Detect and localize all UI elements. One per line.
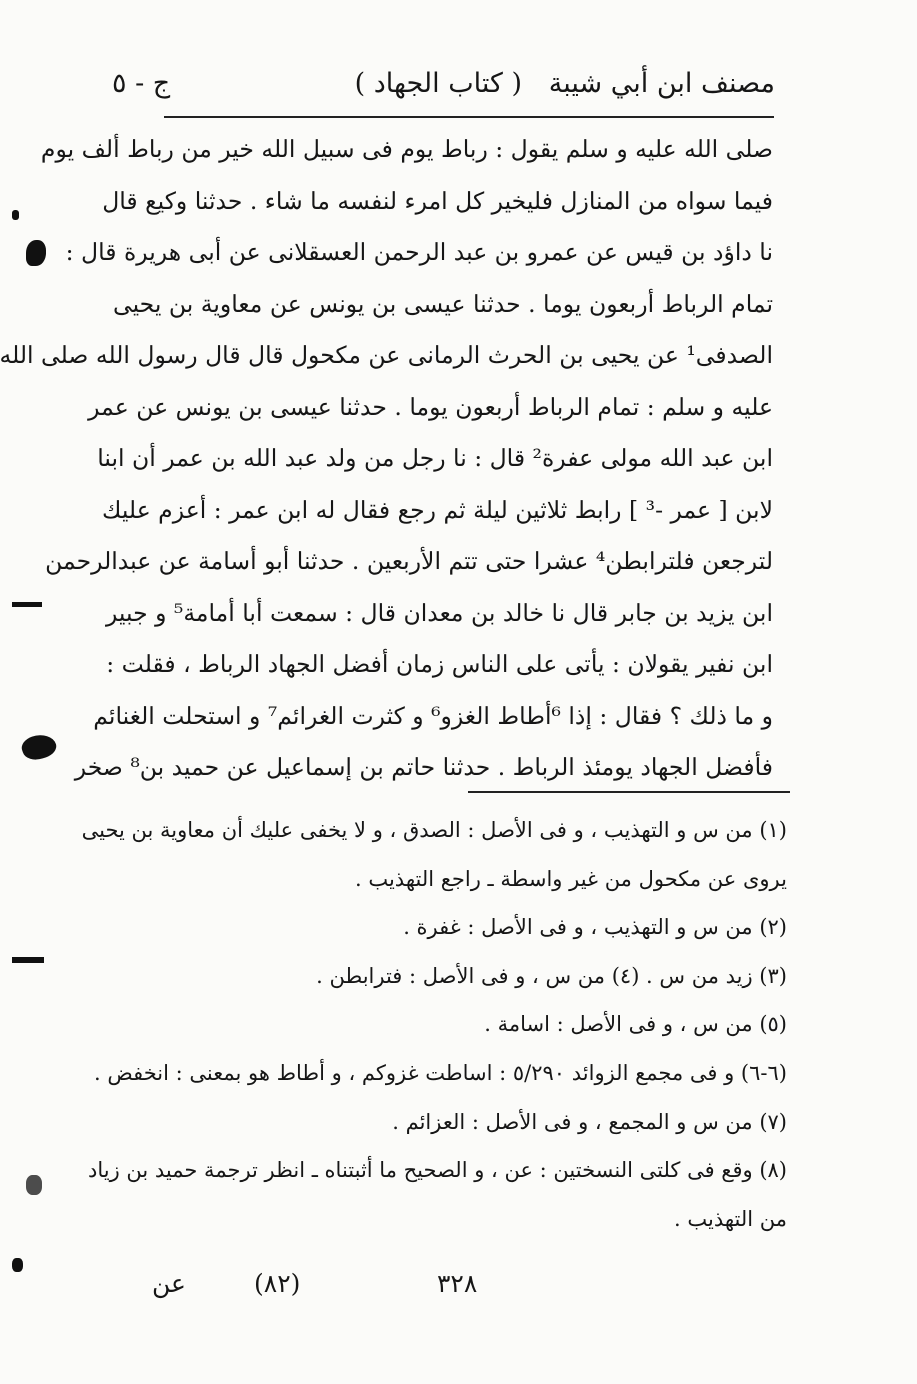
footnote-line: (٦-٦) و فى مجمع الزوائد ٥/٢٩٠ : اساطت غزوكم ، و أطاط هو بمعنى : انخفض . (94, 1060, 787, 1085)
scan-speck (12, 1258, 23, 1272)
header-rule (164, 116, 774, 118)
text-line: ابن عبد الله مولى عفرة² قال : نا رجل من ولد عبد الله بن عمر أن ابنا (97, 444, 773, 472)
text-line: لترجعن فلترابطن⁴ عشرا حتى تتم الأربعين . حدثنا أبو أسامة عن عبدالرحمن (45, 547, 773, 575)
scan-speck (12, 602, 42, 607)
footnote-rule (468, 791, 790, 793)
running-head-volume: ج - ٥ (112, 68, 171, 99)
page-number: ٣٢٨ (437, 1269, 478, 1298)
text-line: لابن [ عمر -³ ] رابط ثلاثين ليلة ثم رجع فقال له ابن عمر : أعزم عليك (102, 495, 773, 524)
text-line: نا داؤد بن قيس عن عمرو بن عبد الرحمن العسقلانى عن أبى هريرة قال : (65, 238, 773, 266)
scan-speck (19, 730, 59, 763)
text-line: ابن يزيد بن جابر قال نا خالد بن معدان قال : سمعت أبا أمامة⁵ و جبير (105, 598, 773, 627)
running-head-book-title: مصنف ابن أبي شيبة (548, 68, 775, 99)
text-line: و ما ذلك ؟ فقال : إذا ⁶أطاط الغزو⁶ و كثرت الغرائم⁷ و استحلت الغنائم (93, 701, 773, 730)
footnote-line: (٨) وقع فى كلتى النسختين : عن ، و الصحيح ما أثبتناه ـ انظر ترجمة حميد بن زياد (87, 1158, 787, 1183)
footnote-line: من التهذيب . (674, 1206, 787, 1231)
text-line: صلى الله عليه و سلم يقول : رباط يوم فى سبيل الله خير من رباط ألف يوم (40, 135, 773, 163)
scan-speck (12, 957, 44, 963)
footnote-line: (١) من س و التهذيب ، و فى الأصل : الصدق ، و لا يخفى عليك أن معاوية بن يحيى (81, 818, 787, 842)
scan-speck (26, 1175, 42, 1195)
footnote-line: (٥) من س ، و فى الأصل : اسامة . (484, 1012, 787, 1037)
text-line: تمام الرباط أربعون يوما . حدثنا عيسى بن يونس عن معاوية بن يحيى (113, 289, 773, 318)
catchword: عن (152, 1269, 186, 1298)
footnote-line: (٢) من س و التهذيب ، و فى الأصل : غفرة . (403, 915, 787, 940)
footnote-line: (٣) زيد من س . (٤) من س ، و فى الأصل : فترابطن . (316, 963, 787, 988)
footnote-line: يروى عن مكحول من غير واسطة ـ راجع التهذيب . (354, 866, 787, 891)
text-line: فيما سواه من المنازل فليخير كل امرء لنفسه ما شاء . حدثنا وكيع قال (102, 186, 773, 215)
text-line: ابن نفير يقولان : يأتى على الناس زمان أفضل الجهاد الرباط ، فقلت : (106, 650, 773, 678)
folio-number: (٨٢) (254, 1269, 301, 1298)
text-line: الصدفى¹ عن يحيى بن الحرث الرمانى عن مكحول قال قال رسول الله صلى الله (0, 341, 773, 369)
text-line: فأفضل الجهاد يومئذ الرباط . حدثنا حاتم بن إسماعيل عن حميد بن⁸ صخر (74, 753, 773, 781)
footnote-line: (٧) من س و المجمع ، و فى الأصل : العزائم . (392, 1109, 787, 1134)
scan-speck (26, 240, 46, 266)
main-text (0, 124, 773, 794)
footnotes (81, 806, 787, 1243)
running-head-chapter: ( كتاب الجهاد ) (354, 68, 522, 99)
scan-speck (12, 210, 19, 220)
text-line: عليه و سلم : تمام الرباط أربعون يوما . حدثنا عيسى بن يونس عن عمر (88, 392, 773, 421)
